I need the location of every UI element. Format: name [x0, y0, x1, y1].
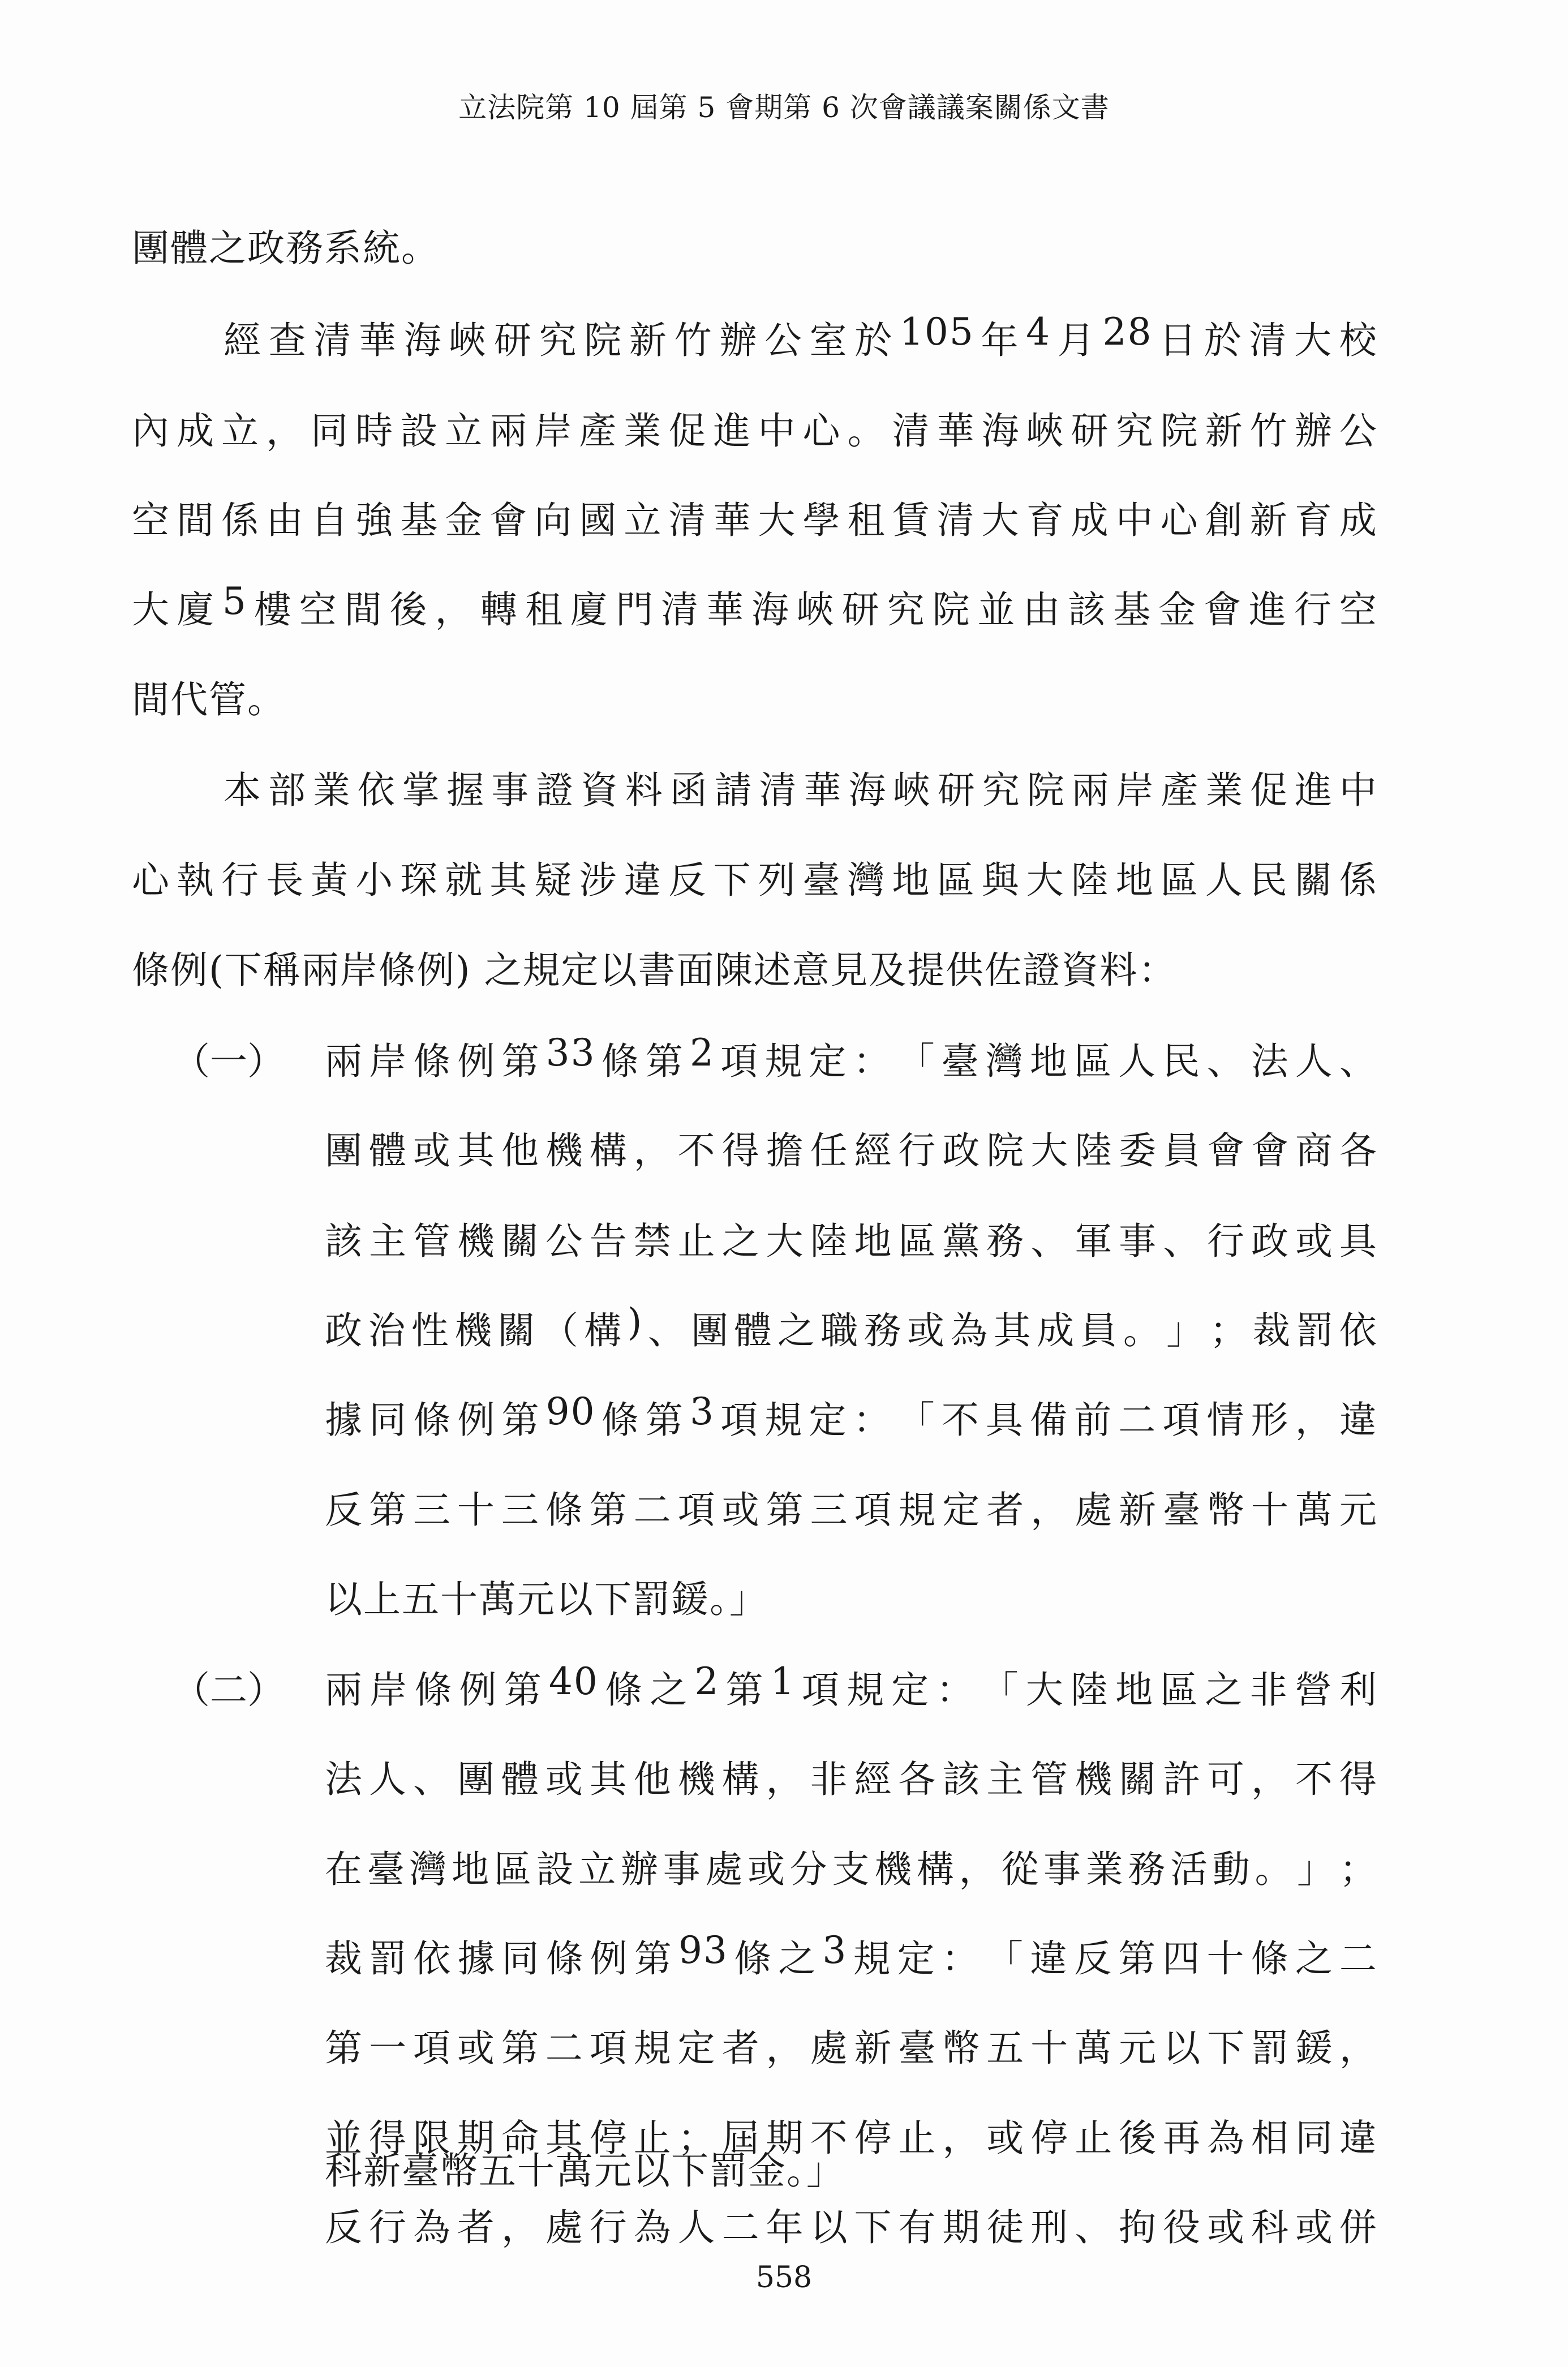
item-line: 團 體 或 其 他 機 構 ， 不 得 擔 任 經 行 政 院 大 陸 委 員 會 會 商 各 — [325, 1129, 1378, 1172]
paragraph-line: 大 廈 5 樓 空 間 後 ， 轉 租 廈 門 清 華 海 峽 研 究 院 並 由 該 基 金 會 進 行 空 — [132, 579, 1378, 632]
item-line: 法 人 、 團 體 或 其 他 機 構 ， 非 經 各 該 主 管 機 關 許 可 ， 不 得 — [325, 1758, 1378, 1801]
paragraph-line: 心 執 行 長 黃 小 琛 就 其 疑 涉 違 反 下 列 臺 灣 地 區 與 大 陸 地 區 人 民 關 係 — [132, 858, 1378, 902]
item-line: 兩 岸 條 例 第 33 條 第 2 項 規 定 ： 「 臺 灣 地 區 人 民 、 法 人 、 — [325, 1031, 1378, 1083]
item-line: 並 得 限 期 命 其 停 止 ； 屆 期 不 停 止 ， 或 停 止 後 再 為 相 同 違 — [325, 2116, 1378, 2160]
item-line: 兩 岸 條 例 第 40 條 之 2 第 1 項 規 定 ： 「 大 陸 地 區 之 非 營 利 — [325, 1660, 1378, 1712]
item-line: 第 一 項 或 第 二 項 規 定 者 ， 處 新 臺 幣 五 十 萬 元 以 下 罰 鍰 ， — [325, 2026, 1378, 2070]
paragraph-line: 本 部 業 依 掌 握 事 證 資 料 函 請 清 華 海 峽 研 究 院 兩 岸 產 業 促 進 中 — [224, 768, 1378, 812]
item-line: 據 同 條 例 第 90 條 第 3 項 規 定 ： 「 不 具 備 前 二 項 情 形 ， 違 — [325, 1390, 1378, 1442]
paragraph-line: 條例(下稱兩岸條例) 之規定以書面陳述意見及提供佐證資料： — [132, 948, 1177, 992]
paragraph-line: 經 查 清 華 海 峽 研 究 院 新 竹 辦 公 室 於 105 年 4 月 28 日 於 清 大 校 — [224, 310, 1378, 362]
item-label: （二） — [173, 1668, 285, 1712]
paragraph-line: 內 成 立 ， 同 時 設 立 兩 岸 產 業 促 進 中 心 。 清 華 海 峽 研 究 院 新 竹 辦 公 — [132, 409, 1378, 453]
item-line: 該 主 管 機 關 公 告 禁 止 之 大 陸 地 區 黨 務 、 軍 事 、 行 政 或 具 — [325, 1219, 1378, 1263]
item-line: 反 行 為 者 ， 處 行 為 人 二 年 以 下 有 期 徒 刑 、 拘 役 或 科 或 併 — [325, 2206, 1378, 2249]
item-label: （一） — [173, 1039, 285, 1083]
item-line: 裁 罰 依 據 同 條 例 第 93 條 之 3 規 定 ： 「 違 反 第 四 十 條 之 二 — [325, 1928, 1378, 1981]
item-line: 以上五十萬元以下罰鍰。」 — [325, 1578, 768, 1621]
paragraph-line: 空 間 係 由 自 強 基 金 會 向 國 立 清 華 大 學 租 賃 清 大 育 成 中 心 創 新 育 成 — [132, 499, 1378, 542]
item-line: 在 臺 灣 地 區 設 立 辦 事 處 或 分 支 機 構 ， 從 事 業 務 活 動 。 」 ； — [325, 1848, 1378, 1891]
document-header: 立法院第 10 屆第 5 會期第 6 次會議議案關係文書 — [458, 91, 1110, 124]
item-line: 政 治 性 機 關 （ 構 ) 、 團 體 之 職 務 或 為 其 成 員 。 」 ； 裁 罰 依 — [325, 1300, 1378, 1352]
item-line: 反 第 三 十 三 條 第 二 項 或 第 三 項 規 定 者 ， 處 新 臺 幣 十 萬 元 — [325, 1488, 1378, 1532]
page-number: 558 — [755, 2261, 813, 2295]
item-line: 科新臺幣五十萬元以下罰金。」 — [325, 2149, 845, 2193]
paragraph-line: 間代管。 — [132, 678, 286, 721]
paragraph-line: 團體之政務系統。 — [132, 226, 440, 270]
